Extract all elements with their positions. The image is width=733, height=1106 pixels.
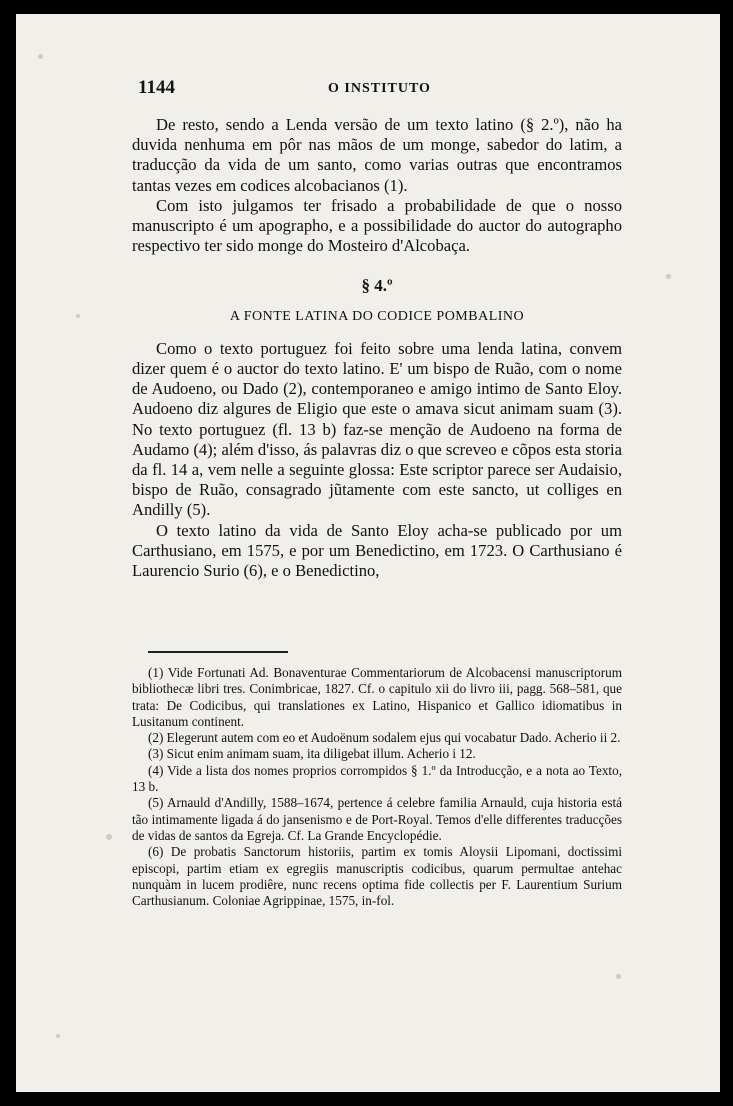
footnotes	[132, 665, 622, 909]
main-text	[132, 115, 622, 581]
scan-speck	[666, 274, 671, 279]
footnote: (4) Vide a lista dos nomes proprios corrompidos § 1.º da Introducção, e a nota ao Texto, 13 b.	[132, 762, 622, 795]
scan-speck	[616, 974, 621, 979]
paragraph: De resto, sendo a Lenda versão de um texto latino (§ 2.º), não ha duvida nenhuma em pôr nas mãos de um monge, sabedor do latim, a traducção da vida de um santo, como varias outras que encontramos tantas vezes em codices alcobacianos (1).	[132, 115, 622, 195]
page-header	[138, 77, 628, 107]
paragraph: O texto latino da vida de Santo Eloy acha-se publicado por um Carthusiano, em 1575, e por um Benedictino, em 1723. O Carthusiano é Laurencio Surio (6), e o Benedictino,	[132, 520, 622, 581]
paragraph: Com isto julgamos ter frisado a probabilidade de que o nosso manuscripto é um apographo, e a possibilidade do auctor do autographo respectivo ter sido monge do Mosteiro d'Alcobaça.	[132, 195, 622, 256]
section-mark: § 4.º	[361, 276, 393, 296]
scan-speck	[56, 1034, 60, 1038]
paragraph: Como o texto portuguez foi feito sobre uma lenda latina, convem dizer quem é o auctor do texto latino. E' um bispo de Ruão, com o nome de Audoeno, ou Dado (2), contemporaneo e amigo intimo de Santo Eloy. Audoeno diz algures de Eligio que este o amava sicut animam suam (3). No texto portuguez (fl. 13 b) faz-se menção de Audoeno na forma de Audamo (4); além d'isso, ás palavras diz o que screveo e cõpos esta storia da fl. 14 a, vem nelle a seguinte glossa: Este scriptor parece ser Audaisio, bispo de Ruão, consagrado jũtamente com este sancto, ut colliges en Andilly (5).	[132, 338, 622, 520]
footnote: (5) Arnauld d'Andilly, 1588–1674, pertence á celebre familia Arnauld, cuja historia está tão intimamente ligada á do jansenismo e de Port-Royal. Temos d'elle differentes traducções de vidas de santos da Egreja. Cf. La Grande Encyclopédie.	[132, 795, 622, 843]
scan-speck	[76, 314, 80, 318]
footnote-rule	[148, 651, 288, 653]
footnote: (2) Elegerunt autem com eo et Audoënum sodalem ejus qui vocabatur Dado. Acherio ii 2.	[148, 730, 621, 746]
footnote: (6) De probatis Sanctorum historiis, partim ex tomis Aloysii Lipomani, doctissimi episcopi, partim etiam ex egregiis manuscriptis codicibus, quarum permultae antehac nunquàm in lucem prodiêre, nunc recens optima fide collectis per F. Laurentium Surium Carthusianum. Coloniae Agrippinae, 1575, in-fol.	[132, 844, 622, 909]
running-head: O INSTITUTO	[328, 81, 431, 96]
page-number: 1144	[138, 77, 175, 98]
scan-speck	[38, 54, 43, 59]
section-title: A FONTE LATINA DO CODICE POMBALINO	[229, 308, 525, 324]
footnote: (3) Sicut enim animam suam, ita diligebat illum. Acherio i 12.	[148, 746, 476, 762]
scan-speck	[106, 834, 112, 840]
footnote: (1) Vide Fortunati Ad. Bonaventurae Commentariorum de Alcobacensi manuscriptorum bibliothecæ libri tres. Conimbricae, 1827. Cf. o capitulo xii do livro iii, pagg. 568–581, que trata: De Codicibus, qui translationes ex Latino, Hispanico et Gallico idiomatibus in Lusitanum continent.	[132, 665, 622, 729]
